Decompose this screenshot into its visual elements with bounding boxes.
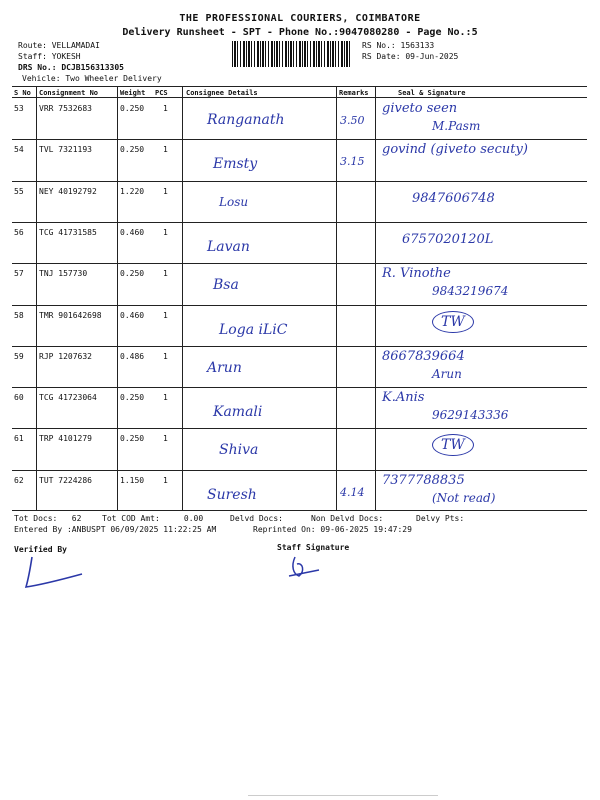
rs-number: RS No.: 1563133 (362, 41, 435, 50)
table-row (12, 470, 587, 511)
header-consignee: Consignee Details (186, 89, 258, 97)
cell-pcs: 1 (163, 187, 168, 196)
cell-consignment: TMR 901642698 (39, 311, 102, 320)
verifier-signature (20, 552, 90, 592)
row-divider (12, 470, 587, 471)
cell-seal-handwritten: 7377788835 (382, 473, 465, 488)
cell-seal-handwritten: TW (432, 311, 474, 333)
cell-pcs: 1 (163, 434, 168, 443)
row-divider (12, 139, 587, 140)
cell-weight: 0.486 (120, 352, 145, 361)
cell-sno: 61 (14, 434, 24, 443)
cell-consignment: TVL 7321193 (39, 145, 92, 154)
staff-signature-label: Staff Signature (277, 543, 350, 552)
non-delivered-docs: Non Delvd Docs: (311, 514, 384, 523)
cell-weight: 0.250 (120, 104, 145, 113)
cell-pcs: 1 (163, 476, 168, 485)
verified-by-label: Verified By (14, 545, 67, 554)
cell-sno: 57 (14, 269, 24, 278)
table-row (12, 346, 587, 387)
cell-seal-handwritten-line2: (Not read) (432, 491, 496, 505)
cell-seal-handwritten-line2: 9843219674 (432, 284, 509, 298)
cell-consignee-handwritten: Shiva (219, 442, 259, 458)
cell-weight: 1.150 (120, 476, 145, 485)
cell-seal-handwritten: govind (giveto secuty) (382, 142, 528, 157)
cell-seal-handwritten-line2: M.Pasm (432, 119, 481, 133)
cell-weight: 0.250 (120, 393, 145, 402)
cell-seal-handwritten: giveto seen (382, 101, 458, 116)
row-divider (12, 346, 587, 347)
row-divider (12, 181, 587, 182)
cell-consignee-handwritten: Ranganath (207, 112, 285, 128)
cell-consignee-handwritten: Losu (219, 195, 249, 209)
company-title: THE PROFESSIONAL COURIERS, COIMBATORE (179, 13, 421, 24)
barcode (232, 41, 350, 67)
cell-consignment: TUT 7224286 (39, 476, 92, 485)
cell-consignment: TCG 41731585 (39, 228, 97, 237)
table-row (12, 263, 587, 304)
header-pcs: PCS (155, 89, 168, 97)
staff-signature-mark (285, 552, 325, 582)
reprinted-on: Reprinted On: 09-06-2025 19:47:29 (253, 525, 412, 534)
cell-consignee-handwritten: Arun (207, 360, 242, 376)
cell-sno: 60 (14, 393, 24, 402)
cell-consignee-handwritten: Loga iLiC (219, 322, 288, 338)
cell-seal-handwritten: K.Anis (382, 390, 425, 405)
cell-sno: 54 (14, 145, 24, 154)
cell-consignment: NEY 40192792 (39, 187, 97, 196)
cell-consignee-handwritten: Emsty (213, 156, 258, 172)
cell-weight: 0.250 (120, 145, 145, 154)
cell-consignee-handwritten: Lavan (207, 239, 250, 255)
table-row (12, 98, 587, 139)
cell-sno: 59 (14, 352, 24, 361)
cell-consignment: TCG 41723064 (39, 393, 97, 402)
header-sno: S No (14, 89, 31, 97)
cell-remarks-handwritten: 4.14 (340, 486, 365, 499)
table-row (12, 387, 587, 428)
cell-seal-handwritten: 6757020120L (402, 232, 494, 247)
cell-seal-handwritten: TW (432, 434, 474, 456)
row-divider (12, 263, 587, 264)
total-docs: Tot Docs: 62 (14, 514, 82, 523)
route-label: Route: VELLAMADAI (18, 41, 100, 50)
cell-sno: 56 (14, 228, 24, 237)
table-row (12, 139, 587, 180)
delivery-points: Delvy Pts: (416, 514, 465, 523)
drs-label: DRS No.: DCJB156313305 (18, 63, 124, 72)
entered-by: Entered By :ANBUSPT 06/09/2025 11:22:25 AM (14, 525, 217, 534)
cell-consignment: TRP 4101279 (39, 434, 92, 443)
vehicle-label: Vehicle: Two Wheeler Delivery (22, 74, 162, 83)
cell-weight: 0.460 (120, 311, 145, 320)
row-divider (12, 428, 587, 429)
cell-sno: 62 (14, 476, 24, 485)
row-divider (12, 305, 587, 306)
header-weight: Weight (120, 89, 146, 97)
row-divider (12, 387, 587, 388)
cell-consignee-handwritten: Kamali (213, 404, 263, 420)
runsheet-subtitle: Delivery Runsheet - SPT - Phone No.:9047080280 - Page No.:5 (122, 27, 478, 38)
delivered-docs: Delvd Docs: (230, 514, 283, 523)
cell-weight: 1.220 (120, 187, 145, 196)
cell-sno: 53 (14, 104, 24, 113)
header-seal: Seal & Signature (398, 89, 466, 97)
cell-pcs: 1 (163, 145, 168, 154)
cell-seal-handwritten: 8667839664 (382, 349, 465, 364)
header-remarks: Remarks (339, 89, 369, 97)
table-row (12, 222, 587, 263)
cell-pcs: 1 (163, 393, 168, 402)
header-consignment: Consignment No (39, 89, 99, 97)
cell-pcs: 1 (163, 228, 168, 237)
cell-weight: 0.460 (120, 228, 145, 237)
table-row (12, 305, 587, 346)
cell-weight: 0.250 (120, 269, 145, 278)
cell-sno: 55 (14, 187, 24, 196)
cell-consignment: VRR 7532683 (39, 104, 92, 113)
table-row (12, 428, 587, 469)
cell-seal-handwritten: R. Vinothe (382, 266, 451, 281)
cell-seal-handwritten: 9847606748 (412, 191, 495, 206)
cell-consignment: RJP 1207632 (39, 352, 92, 361)
total-cod: Tot COD Amt: 0.00 (102, 514, 204, 523)
cell-weight: 0.250 (120, 434, 145, 443)
cell-seal-handwritten-line2: Arun (432, 367, 462, 381)
cell-sno: 58 (14, 311, 24, 320)
row-divider (12, 222, 587, 223)
cell-pcs: 1 (163, 352, 168, 361)
table-top-border (12, 86, 587, 87)
cell-pcs: 1 (163, 269, 168, 278)
staff-label: Staff: YOKESH (18, 52, 81, 61)
cell-consignee-handwritten: Suresh (207, 487, 257, 503)
cell-remarks-handwritten: 3.50 (340, 114, 365, 127)
cell-consignee-handwritten: Bsa (213, 277, 239, 293)
rs-date: RS Date: 09-Jun-2025 (362, 52, 459, 61)
table-row (12, 181, 587, 222)
page-edge (248, 795, 438, 796)
cell-pcs: 1 (163, 311, 168, 320)
cell-consignment: TNJ 157730 (39, 269, 88, 278)
cell-seal-handwritten-line2: 9629143336 (432, 408, 509, 422)
cell-pcs: 1 (163, 104, 168, 113)
cell-remarks-handwritten: 3.15 (340, 155, 365, 168)
